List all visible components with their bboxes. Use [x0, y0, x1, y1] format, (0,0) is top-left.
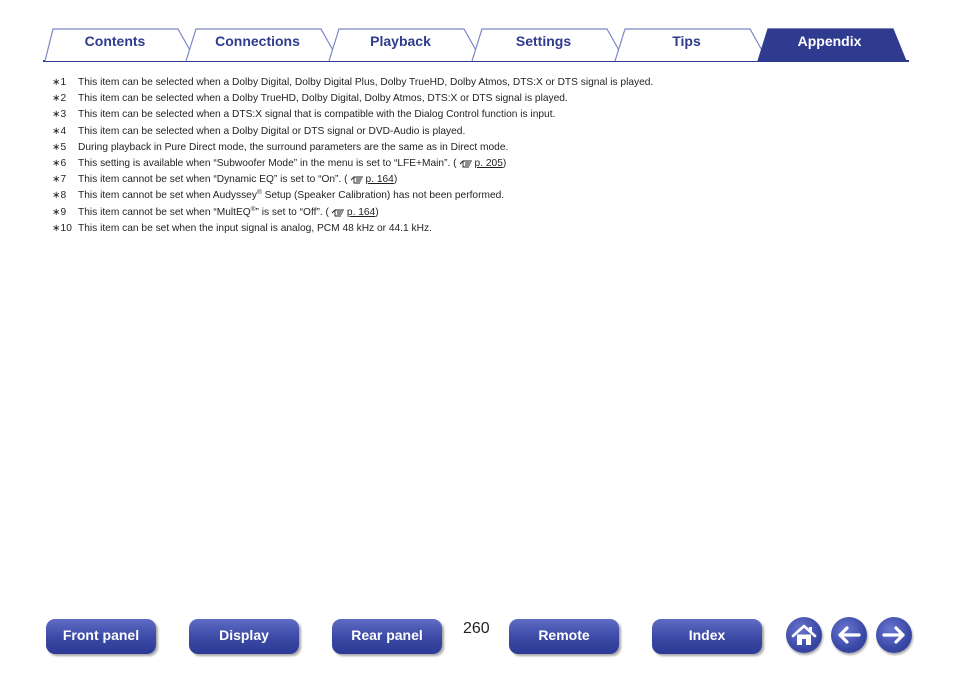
- tab-connections[interactable]: Connections: [215, 33, 300, 49]
- footnote-mark: ∗8: [52, 190, 67, 202]
- footnote-text: This item cannot be set when “Dynamic EQ” is set to “On”. ( p. 164): [78, 172, 397, 190]
- footnote-text: This item can be selected when a DTS:X signal that is compatible with the Dialog Control function is input.: [78, 109, 556, 121]
- footnote-mark: ∗4: [52, 125, 67, 137]
- footnote-mark: ∗10: [52, 222, 72, 234]
- home-button[interactable]: [786, 617, 822, 653]
- footnote-text: This item can be set when the input signal is analog, PCM 48 kHz or 44.1 kHz.: [78, 222, 432, 234]
- footnote-mark: ∗7: [52, 174, 67, 186]
- footnote-body: This item cannot be set when “Dynamic EQ” is set to “On”.: [78, 174, 342, 186]
- home-icon: [786, 617, 822, 653]
- footnote: [52, 107, 912, 123]
- tab-contents[interactable]: Contents: [84, 33, 146, 49]
- footnote-text: [78, 188, 504, 204]
- page-reference-link[interactable]: p. 164: [346, 206, 376, 218]
- footnote-mark: ∗6: [52, 157, 67, 169]
- display-button[interactable]: Display: [189, 619, 299, 654]
- back-button[interactable]: [831, 617, 867, 653]
- footnote: [52, 188, 912, 204]
- page-reference-link[interactable]: p. 164: [365, 174, 394, 186]
- page-reference-link[interactable]: p. 205: [474, 157, 503, 169]
- remote-button[interactable]: Remote: [509, 619, 619, 654]
- footnote-body: This item cannot be set when Audyssey: [78, 190, 257, 202]
- footnote: [52, 205, 912, 221]
- footnote: [52, 172, 912, 188]
- footnote-mark: ∗3: [52, 109, 67, 121]
- footnote-text: This item can be selected when a Dolby Digital or DTS signal or DVD-Audio is played.: [78, 125, 466, 137]
- footnote-text: During playback in Pure Direct mode, the surround parameters are the same as in Direct mode.: [78, 141, 509, 153]
- page-number: 260: [463, 620, 490, 637]
- footnote-text: This item can be selected when a Dolby TrueHD, Dolby Digital, Dolby Atmos, DTS:X or DTS signal is played.: [78, 93, 568, 105]
- arrow-left-icon: [831, 617, 867, 653]
- footnote-text: This item cannot be set when “MultEQ®” is set to “Off”. ( p. 164): [78, 205, 379, 223]
- tab-tips[interactable]: Tips: [672, 33, 701, 49]
- footnote-list: [52, 75, 912, 237]
- footnote: [52, 91, 912, 107]
- footnote: [52, 124, 912, 140]
- footnote-mark: ∗9: [52, 206, 67, 218]
- tab-settings[interactable]: Settings: [515, 33, 572, 49]
- footnote: [52, 75, 912, 91]
- forward-button[interactable]: [876, 617, 912, 653]
- arrow-right-icon: [876, 617, 912, 653]
- index-button[interactable]: Index: [652, 619, 762, 654]
- footnote-body: ” is set to “Off”.: [255, 206, 323, 218]
- registered-mark: ®: [250, 205, 256, 213]
- rear-panel-button[interactable]: Rear panel: [332, 619, 442, 654]
- front-panel-button[interactable]: Front panel: [46, 619, 156, 654]
- footnote-mark: ∗5: [52, 141, 67, 153]
- footnote: [52, 140, 912, 156]
- footnote-mark: ∗2: [52, 93, 67, 105]
- footnote: [52, 221, 912, 237]
- footnote-body: Setup (Speaker Calibration) has not been performed.: [261, 190, 505, 202]
- footnote-body: This item cannot be set when “MultEQ: [78, 206, 251, 218]
- footnote-mark: ∗1: [52, 77, 67, 88]
- footnote: [52, 156, 912, 172]
- tab-appendix[interactable]: Appendix: [797, 33, 862, 49]
- footnote-body: This setting is available when “Subwoofer Mode” in the menu is set to “LFE+Main”.: [78, 157, 451, 169]
- tab-bar: [0, 0, 954, 64]
- footnote-text: This setting is available when “Subwoofer Mode” in the menu is set to “LFE+Main”. ( p. 205): [78, 156, 506, 174]
- tab-playback[interactable]: Playback: [370, 33, 431, 49]
- footnote-text: This item can be selected when a Dolby Digital, Dolby Digital Plus, Dolby TrueHD, Dolby Atmos, DTS:X or DTS signal is played.: [78, 77, 654, 88]
- registered-mark: ®: [256, 189, 262, 197]
